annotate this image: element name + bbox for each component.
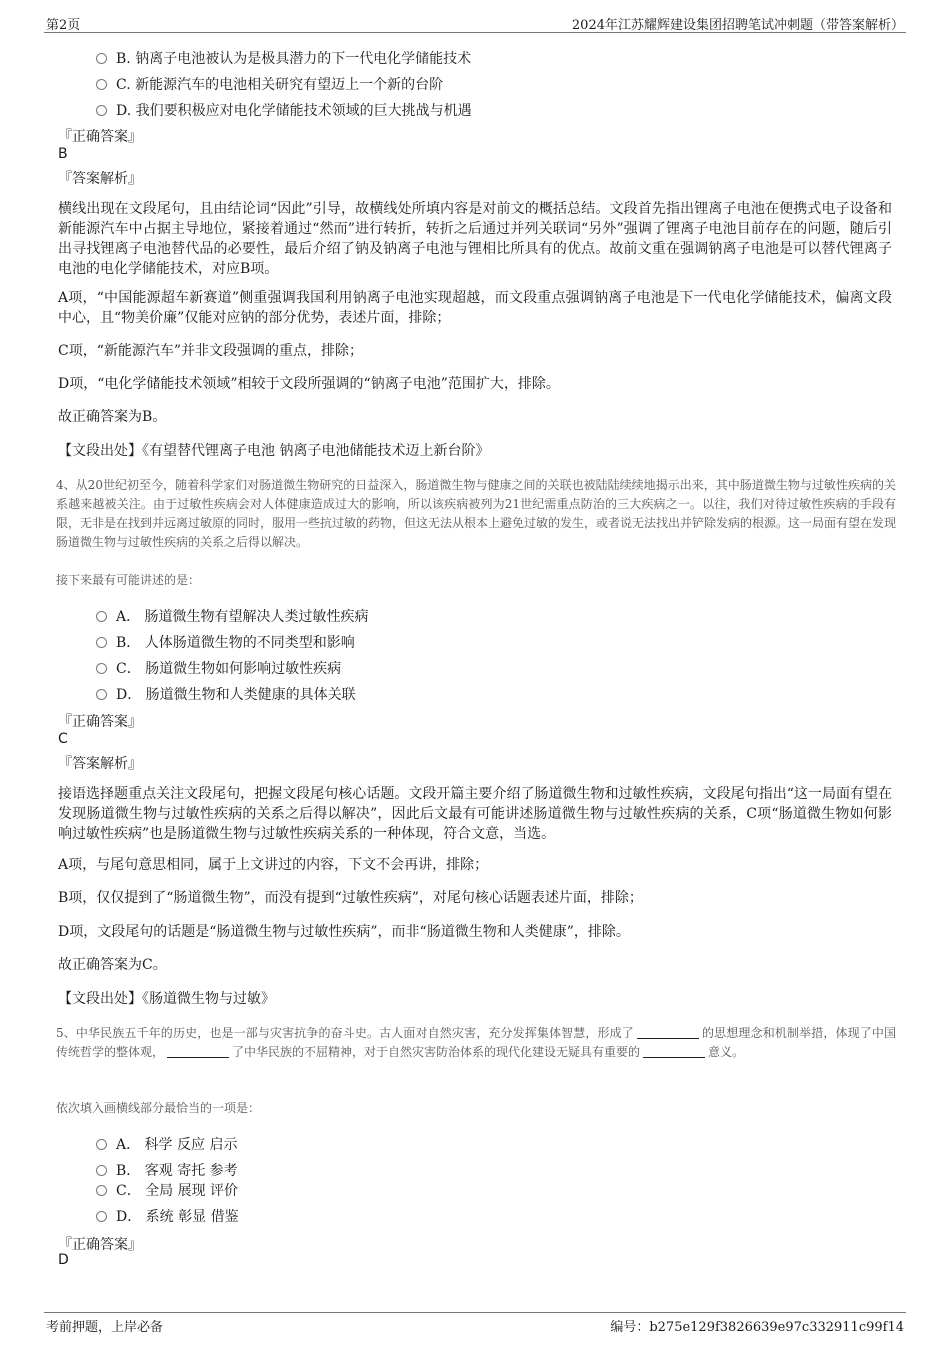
q5-option-a[interactable]: A． 科学 反应 启示 [96,1134,237,1154]
q4-analysis-b: B项，仅仅提到了“肠道微生物”，而没有提到“过敏性疾病”，对尾句核心话题表述片面，排除； [58,890,643,906]
document-title: 2024年江苏耀辉建设集团招聘笔试冲刺题（带答案解析） [571,18,904,33]
q5-option-d[interactable]: D． 系统 彰显 借鉴 [96,1206,239,1226]
q3-option-c[interactable]: C. 新能源汽车的电池相关研究有望迈上一个新的台阶 [96,74,443,94]
page-header [44,14,906,33]
q3-conclusion: 故正确答案为B。 [58,409,167,425]
q4-prompt: 接下来最有可能讲述的是： [56,573,201,587]
q4-option-d[interactable]: D． 肠道微生物和人类健康的具体关联 [96,684,356,704]
q3-analysis-d: D项，“电化学储能技术领域”相较于文段所强调的“钠离子电池”范围扩大，排除。 [58,376,560,392]
fill-blank-2 [167,1045,229,1058]
q5-answer: D [58,1252,69,1268]
radio-icon[interactable] [96,611,107,622]
q3-answer: B [58,146,68,162]
q5-answer-label: 『正确答案』 [58,1237,142,1253]
q4-analysis-label: 『答案解析』 [58,756,142,772]
q4-answer: C [58,731,68,747]
q5-question-text: 5、中华民族五千年的历史，也是一部与灾害抗争的奋斗史。古人面对自然灾害，充分发挥集体智慧，形成了 的思想理念和机制举措，体现了中国传统哲学的整体观， 了中华民族的不屈精神，对于自然灾害防治体系的现代化建设无疑具有重要的 意义。 [56,1026,896,1059]
q3-analysis-main: 横线出现在文段尾句，且由结论词“因此”引导，故横线处所填内容是对前文的概括总结。文段首先指出锂离子电池在便携式电子设备和新能源汽车中占据主导地位，紧接着通过“然而”进行转折，转折之后通过并列关联词“另外”强调了锂离子电池目前存在的问题，随后引出寻找锂离子电池替代品的必要性，最后介绍了钠及钠离子电池与锂相比所具有的优点。故前文重在强调钠离子电池是可以替代锂离子电池的电化学储能技术，对应B项。 [58,201,892,277]
q4-analysis-d: D项，文段尾句的话题是“肠道微生物与过敏性疾病”，而非“肠道微生物和人类健康”，排除。 [58,924,630,940]
q4-source: 【文段出处】《肠道微生物与过敏》 [58,991,275,1007]
q5-prompt: 依次填入画横线部分最恰当的一项是： [56,1101,261,1115]
radio-icon[interactable] [96,1185,107,1196]
q3-analysis-c: C项，“新能源汽车”并非文段强调的重点，排除； [58,343,364,359]
radio-icon[interactable] [96,689,107,700]
q4-answer-label: 『正确答案』 [58,714,142,730]
radio-icon[interactable] [96,105,107,116]
radio-icon[interactable] [96,1165,107,1176]
q3-analysis-label: 『答案解析』 [58,171,142,187]
q3-source: 【文段出处】《有望替代锂离子电池 钠离子电池储能技术迈上新台阶》 [58,443,490,459]
radio-icon[interactable] [96,1139,107,1150]
q4-question-text: 4、从20世纪初至今，随着科学家们对肠道微生物研究的日益深入，肠道微生物与健康之间的关联也被陆陆续续地揭示出来，其中肠道微生物与过敏性疾病的关系越来越被关注。由于过敏性疾病会对人体健康造成过大的影响，所以该疾病被列为21世纪需重点防治的三大疾病之一。以往，我们对待过敏性疾病的手段有限，无非是在找到并远离过敏原的同时，服用一些抗过敏的药物，但这无法从根本上避免过敏的发生，或者说无法找出并铲除发病的根源。这一局面有望在发现肠道微生物与过敏性疾病的关系之后得以解决。 [56,478,897,549]
q3-option-d[interactable]: D. 我们要积极应对电化学储能技术领域的巨大挑战与机遇 [96,100,472,120]
radio-icon[interactable] [96,663,107,674]
radio-icon[interactable] [96,53,107,64]
q4-option-a[interactable]: A． 肠道微生物有望解决人类过敏性疾病 [96,606,369,626]
q5-option-b[interactable]: B． 客观 寄托 参考 [96,1160,238,1180]
fill-blank-1 [637,1026,699,1039]
q4-analysis-a: A项，与尾句意思相同，属于上文讲过的内容，下文不会再讲，排除； [58,857,489,873]
q3-answer-label: 『正确答案』 [58,129,142,145]
q4-conclusion: 故正确答案为C。 [58,957,167,973]
page-number: 第2页 [46,18,81,33]
q4-option-c[interactable]: C． 肠道微生物如何影响过敏性疾病 [96,658,341,678]
radio-icon[interactable] [96,637,107,648]
q3-analysis-a: A项，“中国能源超车新赛道”侧重强调我国利用钠离子电池实现超越，而文段重点强调钠离子电池是下一代电化学储能技术，偏离文段中心，且“物美价廉”仅能对应钠的部分优势，表述片面，排除； [58,290,892,326]
document-id: 编号：b275e129f3826639e97c332911c99f14 [610,1320,904,1335]
q4-option-b[interactable]: B． 人体肠道微生物的不同类型和影响 [96,632,355,652]
page-footer [44,1312,906,1335]
q3-option-b[interactable]: B. 钠离子电池被认为是极具潜力的下一代电化学储能技术 [96,48,471,68]
q5-option-c[interactable]: C． 全局 展现 评价 [96,1180,238,1200]
q4-analysis-main: 接语选择题重点关注文段尾句，把握文段尾句核心话题。文段开篇主要介绍了肠道微生物和过敏性疾病，文段尾句指出“这一局面有望在发现肠道微生物与过敏性疾病的关系之后得以解决”，因此后文最有可能讲述肠道微生物与过敏性疾病的关系，C项“肠道微生物如何影响过敏性疾病”也是肠道微生物与过敏性疾病关系的一种体现，符合文意，当选。 [58,786,892,842]
footer-slogan: 考前押题，上岸必备 [46,1320,164,1335]
radio-icon[interactable] [96,79,107,90]
fill-blank-3 [643,1045,705,1058]
radio-icon[interactable] [96,1211,107,1222]
